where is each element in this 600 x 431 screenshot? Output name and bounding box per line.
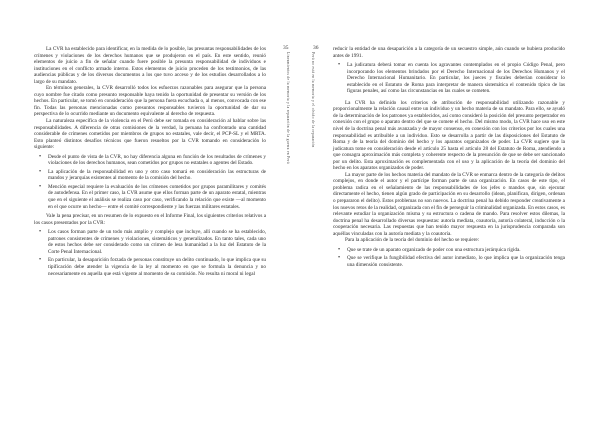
bullet-list [333, 62, 565, 95]
list-item: • La judicatura deberá tomar en cuenta los agravantes contemplados en el propio Código Penal, pero incorporando los elementos brindados por el Derecho Internacional de los Derechos Humanos y el Derecho Internacional Humanitario. En particular, los jueces y fiscales deberían considerar lo establecido en el Estatuto de Roma para interpretar de manera sistemática el contenido típico de las figuras penales, así como las circunstancias en las cuales se cometen. [347, 62, 565, 95]
paragraph: La mayor parte de los hechos materia del mandato de la CVR se enmarca dentro de la categoría de delitos complejos, en donde el autor y el partícipe forman parte de una organización. En casos de este tipo, el problema radica en el señalamiento de las responsabilidades de los jefes o mandos que, sin ejecutar directamente el hecho, tienen algún grado de participación en su desarrollo (idean, planifican, dirigen, ordenan o prepararon el delito). Estos problemas no son nuevos. La doctrina penal ha debido responder creativamente a los nuevos retos de la realidad, organizada con el fin de perseguir la criminalidad organizada. En estos casos, es relevante estudiar la organización misma y su estructura o cadena de mando. Para resolver estos dilemas, la doctrina penal ha desarrollado diversas respuestas: autoría mediata, coautoría, autoría colateral, inducción o la cooperación necesaria. Las respuestas que han tenido mayor respuesta en la jurisprudencia comparada son aquéllas vinculadas con la autoría mediata y la coautoría. [333, 171, 565, 237]
bullet-list [34, 154, 266, 210]
text-column [34, 46, 266, 280]
paragraph: Para la aplicación de la teoría del dominio del hecho se requiere: [345, 237, 480, 244]
list-item: • Mención especial requiere la evaluación de los crímenes cometidos por grupos paramilitares y comités de autodefensa. En el primer caso, la CVR asume que ellos forman parte de un aparato estatal, mientras que en el siguiente el análisis se realiza caso por caso, verificando la relación que existe —al momento en el que ocurre un hecho— entre el comité correspondiente y las fuerzas militares estatales. [48, 184, 266, 210]
list-item: • Que se verifique la fungibilidad efectiva del autor inmediato, lo que implica que la organización tenga una dimensión consistente. [347, 255, 565, 268]
running-head: Lineamientos de la memoria y la reparación de la guerra en Perú [286, 52, 290, 164]
paragraph: En términos generales, la CVR desarrolló todos los esfuerzos razonables para asegurar que la persona cuyo nombre fue citado como presunto responsable haya tenido la oportunidad de presentar su versión de los hechos. En particular, se tomó en consideración que la persona fuera escuchada o, al menos, convocada con ese fin. Todas las personas mencionadas como presuntos responsables tuvieron la oportunidad de dar su perspectiva de lo ocurrido mediante un documento equivalente al derecho de respuesta. [34, 85, 266, 118]
list-item: • Que se trate de un aparato organizado de poder con una estructura jerárquica rígida. [347, 247, 565, 254]
list-item: • En particular, la desaparición forzada de personas constituye un delito continuado, lo que implica que su tipificación debe atender la vigencia de la ley al momento en que se formula la denuncia y no necesariamente en aquella que está vigente al momento de su comisión. No resulta ni moral ni legal [48, 257, 266, 277]
list-item: • La aplicación de la responsabilidad en uno y otro caso tomará en consideración las estructuras de mandos y jerarquías existentes al momento de la comisión del hecho. [48, 169, 266, 182]
paragraph: Vale la pena precisar, en un resumen de lo expuesto en el Informe Final, los siguientes criterios relativos a los casos presentados por la CVR: [34, 213, 266, 226]
paragraph: reducir la entidad de una desaparición a la categoría de un secuestro simple, aún cuando se hubiera producido antes de 1991. [333, 46, 565, 59]
page-number: 36 [313, 45, 319, 51]
paragraph: La CVR ha definido los criterios de atribución de responsabilidad utilizando razonable y proporcionalmente la relación causal entre un individuo y un hecho materia de su mandato. Para ello, se ayudó de la determinación de los patrones ya establecidos, así como consideró la posición del presunto perpetrador en conexión con el grupo o aparato dentro del que se comete el hecho. Del mismo modo, la CVR hace uso en este nivel de la doctrina penal más avanzada y de mayor consenso, en conexión con los criterios por los cuales una responsabilidad es atribuible a un individuo. Esto se desarrolla a partir de las disposiciones del Estatuto de Roma y de la teoría del dominio del hecho y los aparatos organizados de poder. La CVR sugiere que la judicatura tome en consideración desde el artículo 25 hasta el artículo 28 del Estatuto de Roma, atendiendo a que consagra aproximación más completa y coherente respecto de la presunción de que se debe ser sancionado por un delito. Esta aproximación es complementada con el uso y la aplicación de la teoría del dominio del hecho en los aparatos organizados de poder. [333, 99, 565, 172]
bullet-list [34, 229, 266, 277]
right-page [300, 0, 600, 431]
list-item: • Desde el punto de vista de la CVR, no hay diferencia alguna en función de los resultados de crímenes y violaciones de los derechos humanos, sean cometidos por grupos no estatales o agentes del Estado. [48, 154, 266, 167]
text-column [333, 46, 565, 272]
running-head: Perú no está en la memoria y el olvido de la reparación [311, 52, 315, 148]
paragraph: La CVR ha establecido para identificar, en la medida de lo posible, las presuntas responsabilidades de los crímenes y violaciones de los derechos humanos que se produjeron en el país. En este sentido, reunió elementos de juicio a fin de señalar cuando fuere posible la presunta responsabilidad de individuos e instituciones en el conflicto armado interno. Estos elementos de juicio proceden de los testimonios, de las audiencias públicas y de los diversos documentos a los que tuvo acceso y de los estudios desarrollados a lo largo de su mandato. [34, 46, 266, 85]
page-number: 35 [283, 45, 289, 51]
bullet-list [333, 247, 565, 269]
list-item: • Los casos forman parte de un todo más amplio y complejo que incluye, allí cuando se ha establecido, patrones consistentes de crímenes y violaciones, sistemáticos y generalizados. En tanto tales, cada uno de estos hechos debe ser considerado como un crimen de lesa humanidad a la luz del Estatuto de la Corte Penal Internacional. [48, 229, 266, 255]
paragraph: La naturaleza específica de la violencia en el Perú debe ser tomada en consideración al hablar sobre las responsabilidades. A diferencia de otras comisiones de la verdad, la peruana ha confrontado una cantidad considerable de crímenes cometidos por miembros de grupos no estatales, vale decir, el PCP-SL y el MRTA. Esto planteó distintos desafíos técnicos que fueron resueltos por la CVR tomando en consideración lo siguiente: [34, 118, 266, 151]
